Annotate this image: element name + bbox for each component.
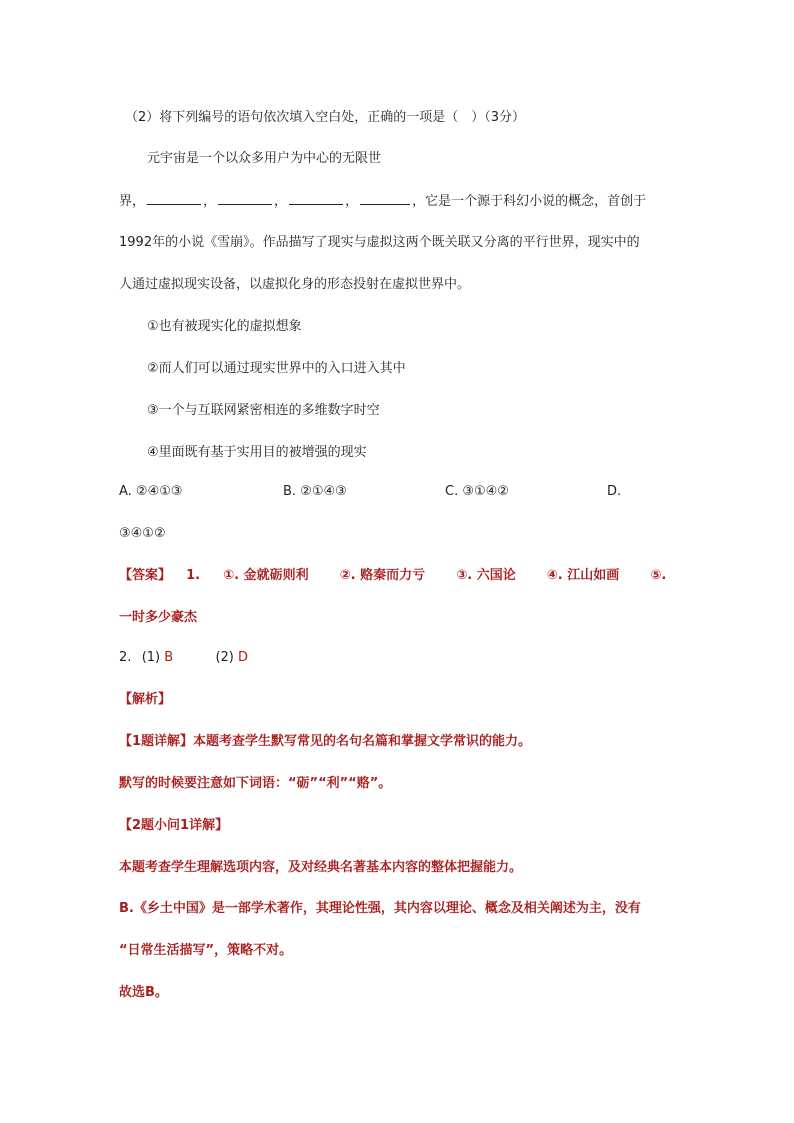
- item-2: ②而人们可以通过现实世界中的入口进入其中: [147, 361, 406, 376]
- passage-line-2-end: ，它是一个源于科幻小说的概念，首创于: [412, 194, 647, 209]
- passage-line-4: 人通过虚拟现实设备，以虚拟化身的形态投射在虚拟世界中。: [119, 277, 471, 292]
- answer-q2-part-1-value: B: [164, 650, 174, 665]
- answer-q1-item-1: ①. 金就砺则利: [223, 568, 309, 583]
- analysis-label: 【解析】: [119, 692, 172, 707]
- answer-q2-part-2-value: D: [238, 650, 249, 665]
- analysis-conclusion: 故选B。: [119, 985, 168, 1000]
- option-a: A. ②④①③: [119, 484, 183, 499]
- analysis-q2-title: 【2题小问1详解】: [119, 818, 229, 833]
- option-d: D.: [607, 484, 622, 499]
- answer-line-2: [119, 650, 248, 666]
- passage-line-2-start: 界，: [119, 194, 146, 209]
- answer-q1-item-2: ②. 赂秦而力亏: [339, 568, 426, 583]
- blank-separator: ，: [203, 194, 217, 209]
- fill-blank-4: [360, 193, 410, 205]
- analysis-q2-option-b-line-1: B.《乡土中国》是一部学术著作，其理论性强，其内容以理论、概念及相关阐述为主，没有: [119, 901, 641, 916]
- answer-q1-item-5: ⑤.: [650, 568, 667, 583]
- passage-line-3: 1992年的小说《雪崩》。作品描写了现实与虚拟这两个既关联又分离的平行世界，现实中的: [119, 235, 640, 250]
- analysis-q1-note: 默写的时候要注意如下词语：“砺”“利”“赂”。: [119, 776, 392, 791]
- answer-line-1: [119, 568, 666, 584]
- item-1: ①也有被现实化的虚拟想象: [147, 319, 302, 334]
- answer-q2-part-1-label: (1): [141, 650, 161, 665]
- option-c: C. ③①④②: [445, 484, 509, 499]
- passage-line-2: [119, 193, 646, 210]
- passage-line-1: 元宇宙是一个以众多用户为中心的无限世: [147, 151, 382, 166]
- fill-blank-2: [218, 193, 272, 205]
- item-3: ③一个与互联网紧密相连的多维数字时空: [147, 403, 380, 418]
- question-stem: （2）将下列编号的语句依次填入空白处，正确的一项是（ ）（3分）: [125, 110, 526, 125]
- fill-blank-1: [147, 193, 201, 205]
- option-b: B. ②①④③: [283, 484, 347, 499]
- analysis-q2-description: 本题考查学生理解选项内容，及对经典名著基本内容的整体把握能力。: [119, 860, 523, 875]
- answer-q2-number: 2.: [119, 650, 132, 665]
- analysis-q2-option-b-line-2: “日常生活描写”，策略不对。: [119, 943, 293, 958]
- answer-q1-continued: 一时多少豪杰: [119, 610, 198, 625]
- answer-q2-part-2-label: (2): [215, 650, 234, 665]
- analysis-q1-title: 【1题详解】本题考查学生默写常见的名句名篇和掌握文学常识的能力。: [119, 734, 532, 749]
- fill-blank-3: [289, 193, 343, 205]
- blank-separator: ，: [345, 194, 359, 209]
- item-4: ④里面既有基于实用目的被增强的现实: [147, 445, 367, 460]
- answer-q1-item-3: ③. 六国论: [456, 568, 516, 583]
- answer-label: 【答案】: [119, 568, 172, 583]
- blank-separator: ，: [274, 194, 288, 209]
- answer-q1-item-4: ④. 江山如画: [546, 568, 620, 583]
- option-d-continued: ③④①②: [119, 526, 166, 541]
- answer-q1-number: 1.: [186, 568, 201, 583]
